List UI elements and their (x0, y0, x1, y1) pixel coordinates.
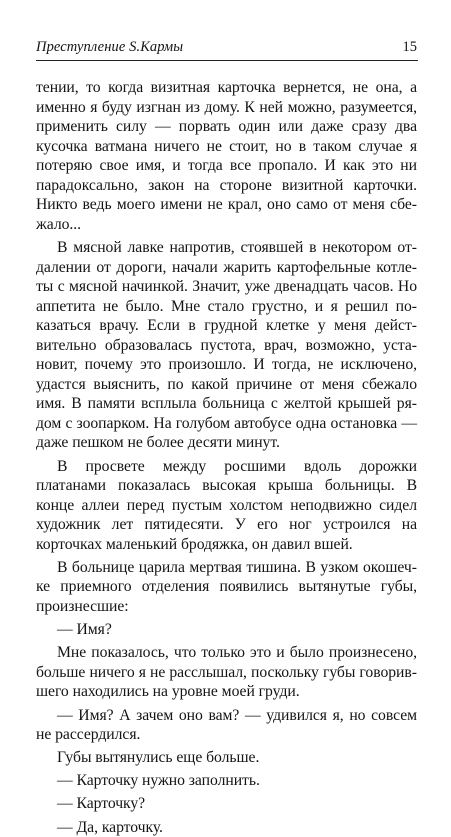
paragraph: Губы вытянулись еще больше. (57, 749, 260, 767)
page-number: 15 (402, 39, 417, 55)
body-text (36, 78, 417, 837)
dialogue-line: — Карточку? (57, 795, 146, 813)
paragraph: В мясной лавке напротив, стоявшей в некотором отдалении от дороги, начали жарить картофельные котлеты с мясной начинкой. Значит, уже двенадцать часов. Но аппетита не было. Мне стало грустно, и я решил показаться врачу. Если в грудной клетке у меня действительно образовалась пустота, врач, возможно, установит, почему это произошло. И тогда, не исключено, удастся выяснить, по какой причине от меня сбежало имя. В памяти всплыла больница с желтой крышей рядом с зоопарком. На голубом автобусе одна остановка — даже пешком не более десяти минут. (36, 238, 417, 452)
paragraph: В просвете между росшими вдоль дорожки платанами показалась высокая крыша больницы. В конце аллеи перед пустым холстом неподвижно сидел художник лет пятидесяти. У его ног устроился на корточках маленький бродяжка, он давил вшей. (36, 457, 417, 553)
paragraph: тении, то когда визитная карточка вернется, не она, а именно я буду изгнан из дому. К ней можно, разумеется, применить силу — порвать один или даже сразу два кусочка ватмана ничего не стоит, но в таком случае я потеряю свое имя, и тогда все пропало. И как это ни парадоксально, закон на стороне визитной карточки. Никто ведь моего имени не крал, оно само от меня сбежало... (36, 79, 417, 233)
dialogue-line: — Имя? (57, 621, 112, 639)
dialogue-line: — Да, карточку. (57, 818, 163, 836)
running-title: Преступление S.Кармы (36, 39, 184, 55)
dialogue-line: — Имя? А зачем оно вам? — удивился я, но совсем не рассердился. (36, 706, 417, 744)
running-header (36, 36, 418, 61)
paragraph: В больнице царила мертвая тишина. В узком окошечке приемного отделения появились вытянутые губы, произнесшие: (36, 558, 417, 615)
dialogue-line: — Карточку нужно заполнить. (57, 772, 260, 790)
paragraph: Мне показалось, что только это и было произнесено, больше ничего я не расслышал, поскольку губы говорившего находились на уровне моей груди. (36, 644, 417, 701)
